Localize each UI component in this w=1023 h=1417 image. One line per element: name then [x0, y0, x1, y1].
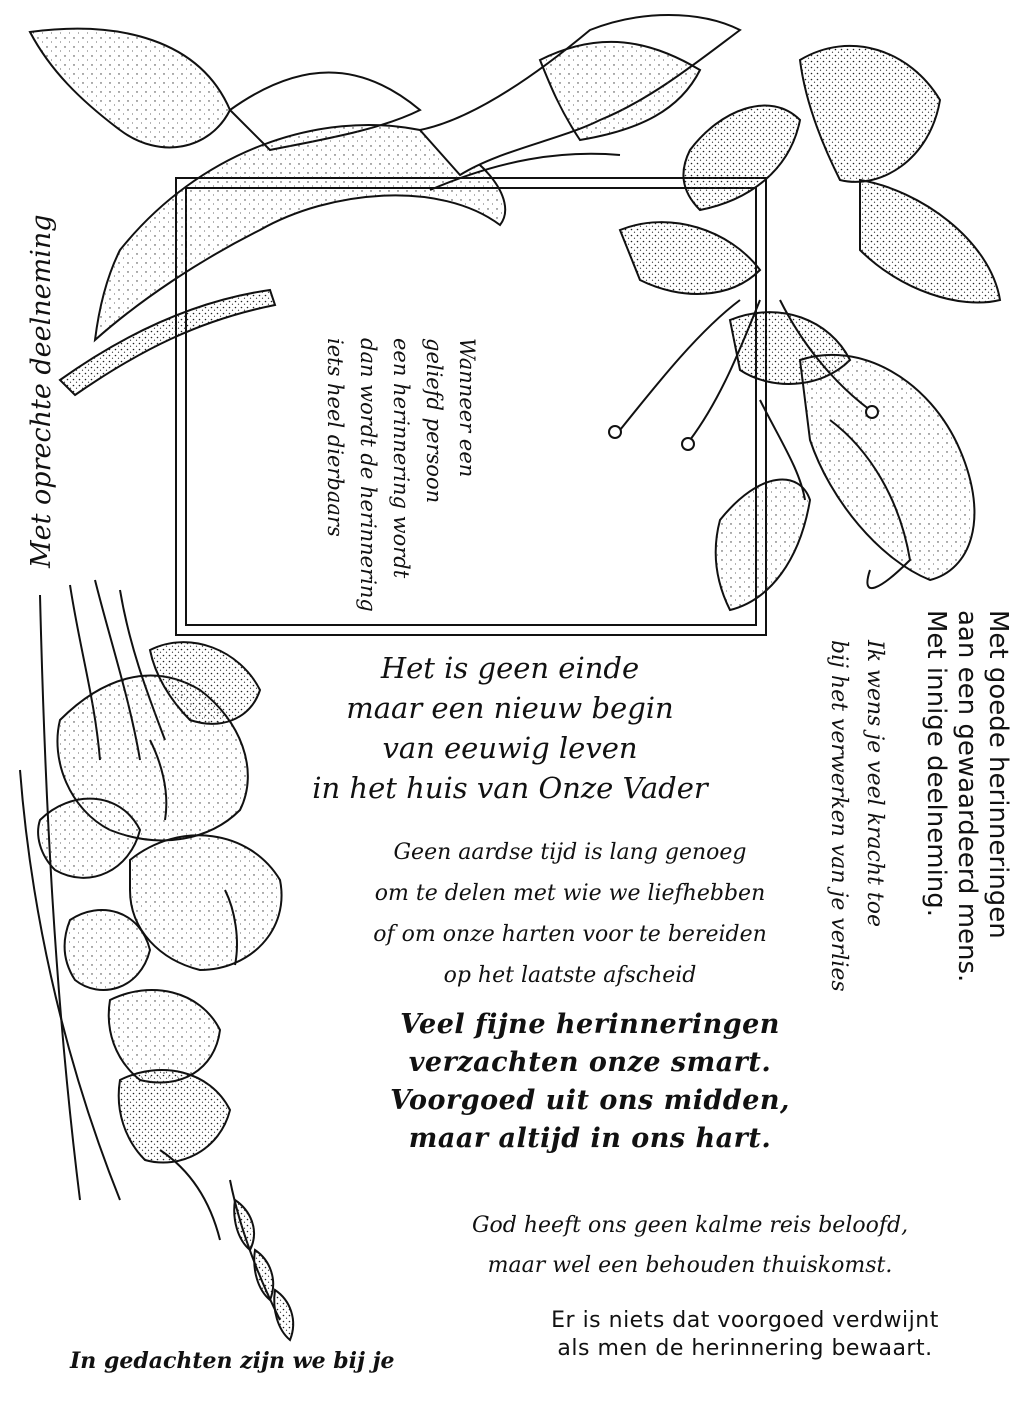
- side-left-line: Met oprechte deelneming: [26, 214, 57, 568]
- verse-fijne-herinneringen: [380, 1006, 800, 1158]
- verse-line: Geen aardse tijd is lang genoeg: [393, 840, 747, 865]
- verse-line: om te delen met wie we liefhebben: [374, 881, 766, 906]
- verse-line: maar een nieuw begin: [346, 691, 674, 725]
- verse-aardse-tijd: [340, 832, 800, 996]
- framed-verse-line: Wanneer een: [455, 338, 479, 478]
- verse-line: Er is niets dat voorgoed verdwijnt: [551, 1308, 939, 1333]
- framed-verse: [318, 338, 483, 612]
- tiger-lily: [609, 46, 1000, 610]
- verse-line: of om onze harten voor te bereiden: [373, 922, 767, 947]
- gladiolus: [20, 580, 293, 1340]
- side-text-goede-herinneringen: [920, 610, 1013, 982]
- side-text-kracht: [820, 640, 892, 992]
- framed-verse-line: dan wordt de herinnering: [356, 338, 380, 612]
- side-line: Ik wens je veel kracht toe: [862, 640, 887, 928]
- verse-line: in het huis van Onze Vader: [312, 771, 708, 805]
- verse-geen-einde: [290, 648, 730, 808]
- verse-line: maar wel een behouden thuiskomst.: [487, 1253, 893, 1278]
- verse-line: In gedachten zijn we bij je: [70, 1348, 395, 1374]
- side-line: Met innige deelneming.: [921, 610, 951, 918]
- framed-verse-line: een herinnering wordt: [389, 338, 413, 579]
- side-line: Met goede herinneringen: [983, 610, 1013, 939]
- verse-line: God heeft ons geen kalme reis beloofd,: [471, 1213, 909, 1238]
- verse-kalme-reis: [440, 1206, 940, 1286]
- verse-line: maar altijd in ons hart.: [408, 1123, 772, 1154]
- verse-niets-verdwijnt: [495, 1307, 995, 1363]
- verse-in-gedachten: [70, 1346, 490, 1376]
- verse-line: Het is geen einde: [380, 651, 640, 685]
- verse-line: Voorgoed uit ons midden,: [390, 1085, 790, 1116]
- framed-verse-line: geliefd persoon: [422, 338, 446, 504]
- verse-line: Veel fijne herinneringen: [400, 1009, 780, 1040]
- verse-line: als men de herinnering bewaart.: [557, 1336, 933, 1361]
- side-line: bij het verwerken van je verlies: [826, 640, 851, 992]
- framed-verse-line: iets heel dierbaars: [323, 338, 347, 537]
- verse-line: van eeuwig leven: [382, 731, 638, 765]
- side-line: aan een gewaardeerd mens.: [952, 610, 982, 983]
- verse-line: op het laatste afscheid: [443, 963, 697, 988]
- side-text-oprechte-deelneming: [25, 214, 59, 568]
- verse-line: verzachten onze smart.: [408, 1047, 772, 1078]
